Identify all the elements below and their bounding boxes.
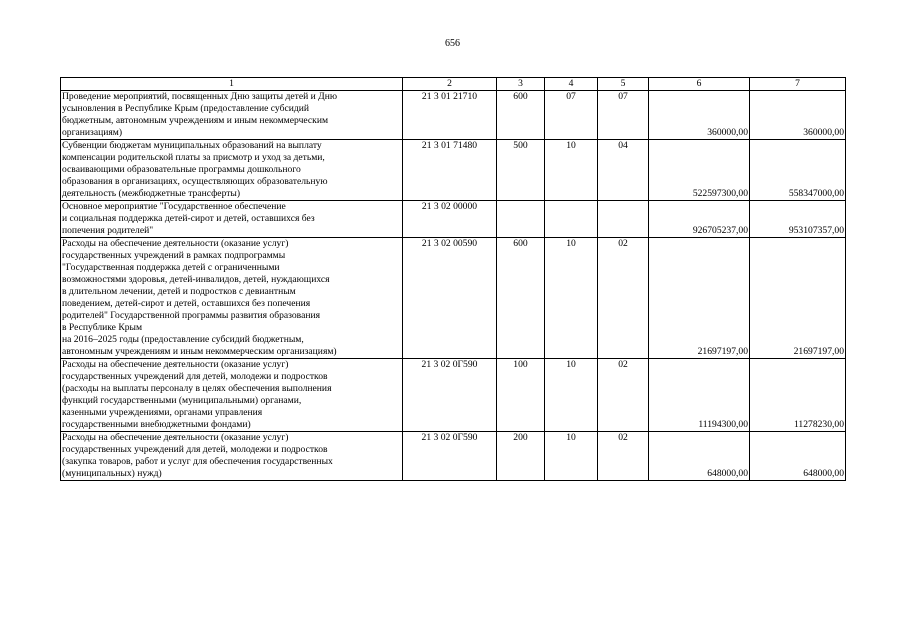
column-header: 6 (649, 78, 750, 91)
row-description: Основное мероприятие "Государственное обеспечение и социальная поддержка детей-сирот и детей, оставшихся без попечения родителей" (61, 201, 403, 238)
table-row (61, 238, 846, 359)
row-subsection: 02 (598, 359, 649, 432)
row-description: Расходы на обеспечение деятельности (оказание услуг) государственных учреждений для детей, молодежи и подростков (расходы на выплаты персоналу в целях обеспечения выполнения функций государственными (муниципальными) органами, казенными учреждениями, органами управления государственными внебюджетными фондами) (61, 359, 403, 432)
column-header: 7 (750, 78, 846, 91)
row-subsection: 02 (598, 238, 649, 359)
row-subsection: 02 (598, 432, 649, 481)
row-subsection: 07 (598, 91, 649, 140)
row-description: Расходы на обеспечение деятельности (оказание услуг) государственных учреждений для детей, молодежи и подростков (закупка товаров, работ и услуг для обеспечения государственных (муниципальных) нужд) (61, 432, 403, 481)
row-amount-year1: 11194300,00 (649, 359, 750, 432)
row-amount-year2: 648000,00 (750, 432, 846, 481)
column-header: 5 (598, 78, 649, 91)
row-expense-type (497, 201, 545, 238)
row-amount-year1: 522597300,00 (649, 140, 750, 201)
row-section: 07 (545, 91, 598, 140)
row-section: 10 (545, 359, 598, 432)
table-row (61, 432, 846, 481)
table-row (61, 91, 846, 140)
row-target-code: 21 3 01 71480 (403, 140, 497, 201)
page-number: 656 (445, 38, 460, 49)
row-expense-type: 500 (497, 140, 545, 201)
row-amount-year1: 648000,00 (649, 432, 750, 481)
row-subsection: 04 (598, 140, 649, 201)
row-description: Проведение мероприятий, посвященных Дню защиты детей и Дню усыновления в Республике Крым (предоставление субсидий бюджетным, автономным учреждениям и иным некоммерческим организациям) (61, 91, 403, 140)
row-target-code: 21 3 02 0Г590 (403, 359, 497, 432)
row-target-code: 21 3 01 21710 (403, 91, 497, 140)
row-target-code: 21 3 02 00590 (403, 238, 497, 359)
row-subsection (598, 201, 649, 238)
column-header: 1 (61, 78, 403, 91)
column-header: 4 (545, 78, 598, 91)
table-row (61, 140, 846, 201)
budget-table (60, 77, 846, 481)
row-expense-type: 200 (497, 432, 545, 481)
row-amount-year1: 360000,00 (649, 91, 750, 140)
table-header-row (61, 78, 846, 91)
table-row (61, 359, 846, 432)
row-description: Расходы на обеспечение деятельности (оказание услуг) государственных учреждений в рамках подпрограммы "Государственная поддержка детей с ограниченными возможностями здоровья, детей-инвалидов, детей, нуждающихся в длительном лечении, детей и подростков с девиантным поведением, детей-сирот и детей, оставшихся без попечения родителей" Государственной программы развития образования в Республике Крым на 2016–2025 годы (предоставление субсидий бюджетным, автономным учреждениям и иным некоммерческим организациям) (61, 238, 403, 359)
row-section: 10 (545, 238, 598, 359)
row-amount-year1: 21697197,00 (649, 238, 750, 359)
row-section: 10 (545, 140, 598, 201)
row-section: 10 (545, 432, 598, 481)
column-header: 3 (497, 78, 545, 91)
row-expense-type: 600 (497, 91, 545, 140)
row-target-code: 21 3 02 00000 (403, 201, 497, 238)
row-amount-year2: 11278230,00 (750, 359, 846, 432)
row-amount-year2: 953107357,00 (750, 201, 846, 238)
row-description: Субвенции бюджетам муниципальных образований на выплату компенсации родительской платы за присмотр и уход за детьми, осваивающими образовательные программы дошкольного образования в организациях, осуществляющих образовательную деятельность (межбюджетные трансферты) (61, 140, 403, 201)
row-amount-year1: 926705237,00 (649, 201, 750, 238)
column-header: 2 (403, 78, 497, 91)
table-row (61, 201, 846, 238)
row-target-code: 21 3 02 0Г590 (403, 432, 497, 481)
row-expense-type: 100 (497, 359, 545, 432)
row-amount-year2: 21697197,00 (750, 238, 846, 359)
row-expense-type: 600 (497, 238, 545, 359)
row-amount-year2: 360000,00 (750, 91, 846, 140)
row-amount-year2: 558347000,00 (750, 140, 846, 201)
row-section (545, 201, 598, 238)
